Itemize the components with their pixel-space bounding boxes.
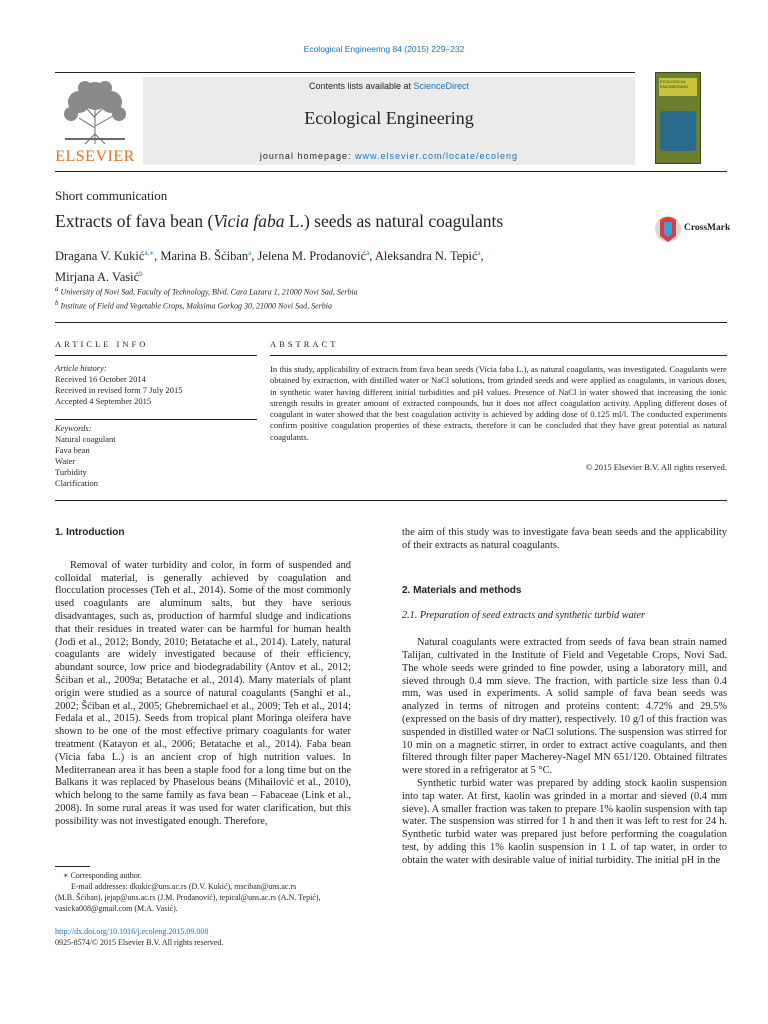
author-affiliation-mark[interactable]: b — [139, 270, 143, 279]
email-addresses[interactable]: vasicka008@gmail.com (M.A. Vasić). — [55, 904, 178, 913]
corresponding-author-note: ∗ Corresponding author. — [63, 871, 142, 880]
keyword: Fava bean — [55, 445, 90, 455]
body-column-left — [55, 527, 351, 829]
title-part-1: Extracts of fava bean ( — [55, 211, 214, 231]
article-info-heading: ARTICLE INFO — [55, 339, 149, 349]
author-affiliation-mark[interactable]: a — [248, 249, 252, 257]
author-list — [55, 244, 655, 286]
doi-link[interactable]: http://dx.doi.org/10.1016/j.ecoleng.2015.09.008 — [55, 927, 209, 936]
methods-paragraph: Synthetic turbid water was prepared by adding stock kaolin suspension into tap water. At first, kaolin was grinded in a mortar and sieved (0.4 mm sieve). A smaller fraction was taken to prepare 1% kaolin suspension with tap water. The suspension was stirred for 1 h and then it was left to rest for 24 h. Synthetic turbid water was prepared just before performing the coagulation test, by adding this 1% kaolin suspension in 1 L of tap water, in order to obtain the water with desirable value of initial turbidity. The initial pH in the — [402, 777, 727, 866]
footnote-rule — [55, 866, 90, 867]
introduction-heading: 1. Introduction — [55, 527, 125, 538]
affiliations — [55, 284, 358, 311]
subsection-heading: 2.1. Preparation of seed extracts and synthetic turbid water — [402, 610, 645, 622]
footnotes — [55, 870, 355, 914]
journal-cover-thumbnail[interactable] — [655, 72, 701, 164]
history-item: Accepted 4 September 2015 — [55, 396, 152, 406]
abstract-rule — [270, 355, 727, 356]
author-separator: , — [154, 249, 161, 264]
author-separator: , — [369, 249, 375, 264]
keywords — [55, 423, 116, 489]
author[interactable]: Mirjana A. Vasić — [55, 270, 140, 285]
affiliation-text: Institute of Field and Vegetable Crops, Maksima Gorkog 30, 21000 Novi Sad, Serbia — [60, 301, 332, 311]
section-rule — [55, 322, 727, 323]
affiliation-mark: b — [55, 298, 59, 307]
cover-title: ECOLOGICAL ENGINEERING — [660, 79, 689, 89]
author[interactable]: Marina B. Šćiban — [160, 249, 249, 264]
sciencedirect-link[interactable]: ScienceDirect — [413, 81, 470, 91]
methods-heading: 2. Materials and methods — [402, 584, 522, 596]
introduction-paragraph-continued: the aim of this study was to investigate fava bean seeds and the applicability of their extracts as natural coagulants. — [402, 527, 727, 551]
abstract-copyright: © 2015 Elsevier B.V. All rights reserved. — [585, 462, 727, 472]
crossmark-badge[interactable] — [654, 214, 734, 244]
contents-prefix: Contents lists available at — [308, 81, 414, 91]
abstract-text: In this study, applicability of extracts from fava bean seeds (Vicia faba L.), as natural coagulants, was investigated. Coagulants were obtained by extraction, with distilled water or NaCl solutions, from grinded seeds and were applied as coagulants, in various doses, in synthetic water having different initial turbidities and pH values. Presence of NaCl in water showed that increasing the ionic strength results in greater amount of extracted compounds, but it does not affect coagulation activity. Appling different doses of coagulant in water showed that the best coagulation activity is achieved by adding dose of 0.125 ml/l. The conducted experiments confirm positive coagulation properties of these extracts, therefore it can be concluded that they have great potential as natural coagulants. — [270, 364, 727, 442]
crossmark-icon — [654, 214, 682, 244]
keywords-label: Keywords: — [55, 423, 92, 433]
front-matter-end-rule — [55, 500, 727, 501]
history-item: Received in revised form 7 July 2015 — [55, 385, 183, 395]
journal-homepage-link[interactable]: www.elsevier.com/locate/ecoleng — [354, 151, 519, 161]
keyword: Turbidity — [55, 467, 87, 477]
author-affiliation-mark[interactable]: a,∗ — [144, 249, 155, 257]
cover-title-band — [659, 78, 697, 96]
doi-block — [55, 926, 223, 948]
article-title — [55, 211, 503, 232]
keyword: Natural coagulant — [55, 434, 116, 444]
article-type: Short communication — [55, 188, 168, 203]
author-affiliation-mark[interactable]: a — [477, 249, 481, 257]
author-affiliation-mark[interactable]: a — [366, 249, 370, 257]
history-item: Received 16 October 2014 — [55, 374, 146, 384]
article-history — [55, 363, 182, 407]
publisher-wordmark: ELSEVIER — [55, 148, 135, 165]
history-label: Article history: — [55, 363, 107, 373]
keyword: Water — [55, 456, 76, 466]
journal-masthead — [143, 77, 635, 165]
methods-paragraph: Natural coagulants were extracted from seeds of fava bean strain named Talijan, cultivated in the Institute of Field and Vegetable Crops, Novi Sad. The whole seeds were grinded to fine powder, using a laboratory mill, and sieved through 0.4 mm sieve. The fraction, with particle size less than 0.4 mm, was used in experiments. A solid sample of fava bean seeds was analyzed in terms of nitrogen and proteins content: 4.72% and 29.5% (expressed on the basis of dry matter), respectively. 10 g/l of this fraction was suspended in distilled water or NaCl solutions. The suspension was stirred for 10 min on a magnetic stirrer, in order to extract active coagulants, and then filtered through filter paper Macherey-Nagel MN 651/120. Obtained filtrates were stored in a refrigerator at 5 °C. — [402, 637, 727, 777]
tree-icon — [55, 78, 135, 146]
affiliation-mark: a — [55, 285, 59, 293]
keyword: Clarification — [55, 478, 98, 488]
affiliation — [55, 298, 358, 312]
homepage-line — [143, 151, 635, 161]
elsevier-logo — [55, 78, 135, 166]
homepage-prefix: journal homepage: — [259, 151, 355, 161]
author[interactable]: Dragana V. Kukić — [55, 249, 145, 264]
title-part-2: L.) seeds as natural coagulants — [284, 211, 504, 231]
issn-line: 0925-8574/© 2015 Elsevier B.V. All rights reserved. — [55, 938, 224, 947]
cover-image — [660, 111, 696, 151]
journal-reference[interactable]: Ecological Engineering 84 (2015) 229–232 — [303, 44, 465, 54]
abstract-heading: ABSTRACT — [270, 339, 339, 349]
affiliation-text: University of Novi Sad, Faculty of Technology, Blvd. Cara Lazara 1, 21000 Novi Sad, Serbia — [60, 287, 358, 297]
introduction-paragraph: Removal of water turbidity and color, in form of suspended and colloidal material, is generally achieved by coagulation and flocculation processes (Teh et al., 2014). Some of the most commonly used coagulants are aluminum salts, but they have serious disadvantages, such as, production of harmful sludge and indications that their residues in treated water can be harmful for human health (Jodi et al., 2012; Bondy, 2010; Betatache et al., 2014). Lately, natural coagulants are widely investigated because of their efficiency, abundant source, low price and biodegradability (Antov et al., 2012; Šćiban et al., 2009a; Betatache et al., 2014). Many materials of plant origin were studied as a source of natural coagulants (Sanghi et al., 2002; Šćiban et al., 2005; Ghebremichael et al., 2009; Teh et al., 2014; Fedala et al., 2015). Seeds from tropical plant Moringa oleifera have shown to be one of the most effective primary coagulants for water treatment (Katayon et al., 2006; Betatache et al., 2014). Faba bean (Vicia faba L.) is an ancient crop of high nutrition values. In Mediterranean area it has been a staple food for a long time but on the Balkans it was replaced by Phaselous beans (Mihailović et al., 2010), which belong to the same family as fava bean – Fabaceae (Link et al., 2008). In some rural areas it was used for water clarification, but this possibility was not investigated enough. Therefore, — [55, 559, 351, 827]
header-bottom-rule — [55, 171, 727, 172]
email-addresses[interactable]: E-mail addresses: dkukic@uns.ac.rs (D.V. Kukić), msciban@uns.ac.rs — [71, 882, 297, 891]
title-species: Vicia faba — [213, 211, 285, 231]
email-addresses[interactable]: (M.B. Šćiban), jejap@uns.ac.rs (J.M. Prodanović), tepical@uns.ac.rs (A.N. Tepić), — [55, 893, 321, 902]
affiliation — [55, 284, 358, 298]
crossmark-label: CrossMark — [684, 223, 731, 233]
header-top-rule — [55, 72, 635, 73]
author-separator: , — [251, 249, 258, 264]
journal-title: Ecological Engineering — [304, 108, 474, 128]
keywords-rule — [55, 419, 257, 420]
author-separator: , — [480, 249, 484, 264]
body-column-right — [402, 527, 727, 868]
author[interactable]: Jelena M. Prodanović — [257, 249, 367, 264]
contents-line — [143, 81, 635, 91]
info-rule — [55, 355, 257, 356]
author[interactable]: Aleksandra N. Tepić — [374, 249, 478, 264]
